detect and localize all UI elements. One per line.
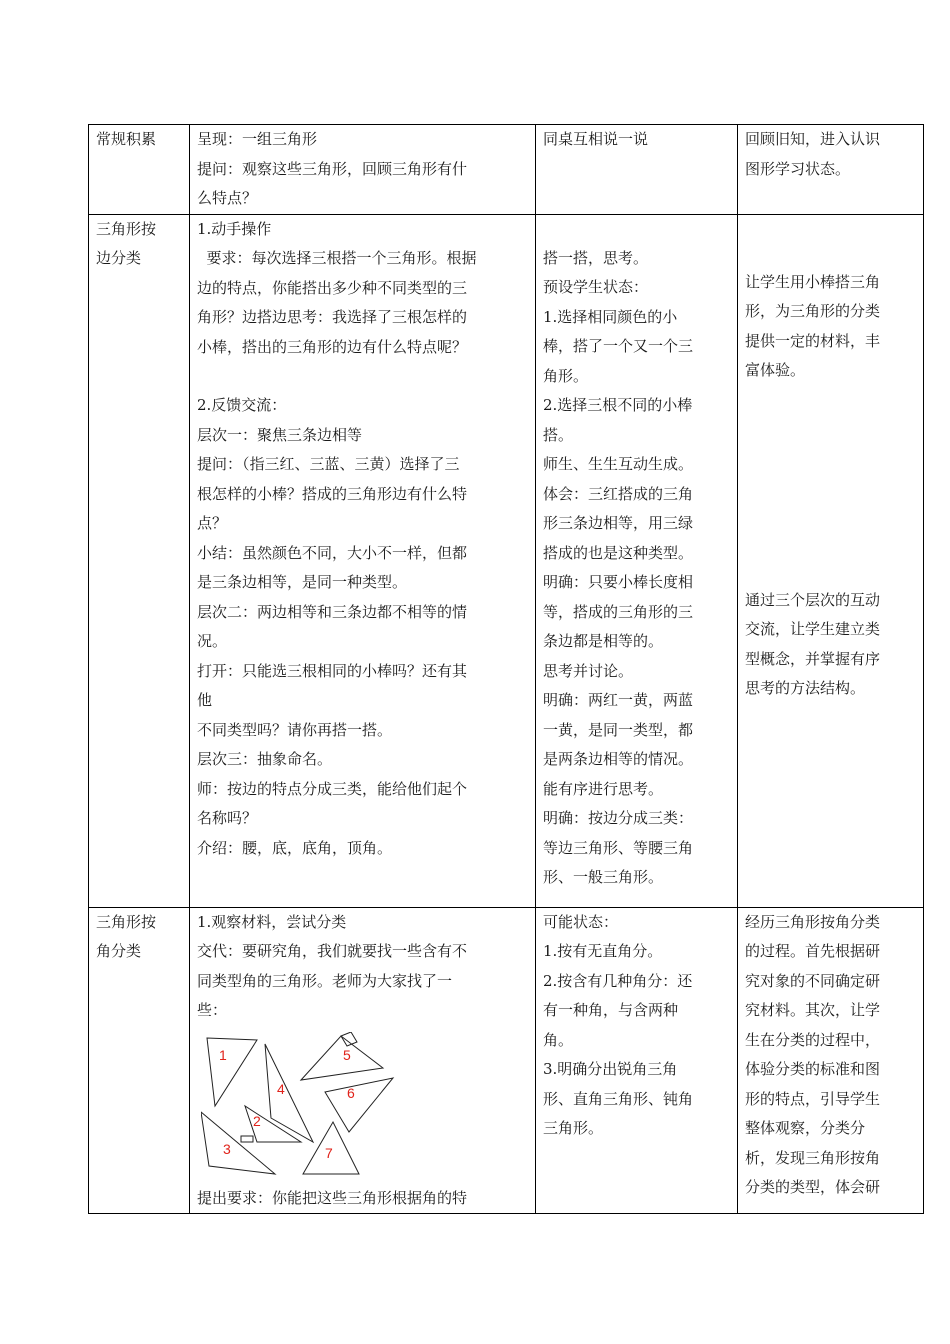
text-line: 角。: [543, 1030, 574, 1049]
lesson-plan-table: [88, 124, 924, 1214]
triangle-4: [265, 1044, 313, 1142]
text-line: 层次一：聚焦三条边相等: [197, 425, 363, 444]
text-line: 小棒，搭出的三角形的边有什么特点呢？: [197, 337, 468, 356]
text-line: 图形学习状态。: [745, 159, 851, 178]
row-label-cell: [89, 907, 190, 1214]
text-line: 点？: [197, 514, 228, 532]
text-line: 究材料。其次，让学: [745, 1001, 881, 1019]
row-label: 三角形按: [96, 912, 157, 931]
triangle-label: 2: [253, 1112, 261, 1129]
student-activity-cell: [536, 214, 738, 907]
text-line: 3.明确分出锐角三角: [543, 1060, 678, 1078]
text-line: 交流，让学生建立类: [745, 620, 881, 638]
text-line: 2.选择三根不同的小棒: [543, 396, 693, 414]
text-line: 介绍：腰，底，底角，顶角。: [197, 838, 393, 857]
text-line: 1.按有无直角分。: [543, 942, 663, 960]
text-line: 打开：只能选三根相同的小棒吗？还有其: [197, 661, 468, 680]
text-line: 2.按含有几种角分：还: [543, 971, 693, 990]
text-line: 可能状态：: [543, 912, 619, 931]
spacer: [745, 386, 916, 586]
text-line: 是三条边相等，是同一种类型。: [197, 573, 408, 591]
text-line: 提出要求：你能把这些三角形根据角的特: [197, 1188, 468, 1207]
row-label-cell: [89, 125, 190, 215]
triangle-label: 1: [219, 1046, 227, 1063]
text-line: 思考并讨论。: [543, 661, 634, 680]
text-line: 名称吗？: [197, 809, 258, 827]
text-line: 形三条边相等，用三绿: [543, 514, 694, 532]
text-line: 型概念，并掌握有序: [745, 649, 881, 668]
text-line: 形、一般三角形。: [543, 868, 664, 886]
teacher-activity-cell: [190, 907, 536, 1214]
triangle-label: 4: [277, 1080, 285, 1097]
text-line: 根怎样的小棒？搭成的三角形边有什么特: [197, 484, 468, 503]
triangle-6: [325, 1078, 393, 1132]
text-line: 明确：两红一黄，两蓝: [543, 691, 694, 709]
table-row: [89, 907, 924, 1214]
text-line: 提供一定的材料，丰: [745, 331, 881, 350]
text-line: 师：按边的特点分成三类，能给他们起个: [197, 779, 468, 798]
text-line: 边的特点，你能搭出多少种不同类型的三: [197, 278, 468, 297]
row-label: 常规积累: [96, 130, 157, 148]
text-line: 让学生用小棒搭三角: [745, 272, 881, 291]
row-label: 边分类: [96, 249, 142, 267]
text-line: 明确：按边分成三类：: [543, 809, 694, 827]
teacher-activity-cell: [190, 214, 536, 907]
text-line: 究对象的不同确定研: [745, 971, 881, 990]
text-line: 么特点？: [197, 189, 258, 207]
text-line: 条边都是相等的。: [543, 632, 664, 650]
text-line: 交代：要研究角，我们就要找一些含有不: [197, 942, 468, 960]
text-line: 通过三个层次的互动: [745, 590, 881, 609]
text-line: 形，为三角形的分类: [745, 302, 881, 320]
text-line: 层次二：两边相等和三条边都不相等的情: [197, 602, 468, 621]
text-line: 一黄，是同一类型，都: [543, 720, 694, 739]
spacer: [745, 215, 916, 268]
text-line: 层次三：抽象命名。: [197, 750, 333, 768]
text-line: 搭一搭，思考。: [543, 248, 649, 267]
triangle-label: 6: [347, 1084, 355, 1101]
design-intent-cell: [738, 125, 924, 215]
text-line: 小结：虽然颜色不同，大小不一样，但都: [197, 543, 468, 562]
text-line: 富体验。: [745, 361, 806, 379]
text-line: 回顾旧知，进入认识: [745, 130, 881, 148]
text-line: 呈现：一组三角形: [197, 130, 318, 148]
text-line: 不同类型吗？请你再搭一搭。: [197, 720, 393, 739]
text-line: 1.观察材料，尝试分类: [197, 912, 347, 931]
text-line: 的过程。首先根据研: [745, 942, 881, 960]
text-line: 提问：（指三红、三蓝、三黄）选择了三: [197, 455, 460, 473]
text-line: 师生、生生互动生成。: [543, 455, 694, 473]
table-row: [89, 125, 924, 215]
design-intent-cell: [738, 907, 924, 1214]
text-line: 体验分类的标准和图: [745, 1060, 881, 1078]
row-label-cell: [89, 214, 190, 907]
text-line: 1.动手操作: [197, 219, 272, 238]
text-line: 要求：每次选择三根搭一个三角形。根据: [197, 249, 477, 267]
text-line: 分类的类型，体会研: [745, 1178, 881, 1196]
table-row: [89, 214, 924, 907]
text-line: 明确：只要小棒长度相: [543, 573, 694, 591]
text-line: 经历三角形按角分类: [745, 912, 881, 931]
triangles-figure: [201, 1032, 411, 1180]
text-line: 同类型角的三角形。老师为大家找了一: [197, 971, 453, 990]
right-angle-mark: [241, 1136, 253, 1142]
text-line: 形的特点，引导学生: [745, 1089, 881, 1108]
text-line: 棒，搭了一个又一个三: [543, 337, 694, 355]
text-line: 些：: [197, 1001, 228, 1019]
right-angle-mark: [341, 1032, 357, 1046]
text-line: 预设学生状态：: [543, 278, 649, 296]
row-label: 角分类: [96, 942, 142, 960]
text-line: 搭成的也是这种类型。: [543, 543, 694, 562]
text-line: 同桌互相说一说: [543, 130, 649, 148]
text-line: 析，发现三角形按角: [745, 1148, 881, 1167]
teacher-activity-cell: [190, 125, 536, 215]
text-line: 等，搭成的三角形的三: [543, 602, 694, 621]
student-activity-cell: [536, 125, 738, 215]
text-line: 有一种角，与含两种: [543, 1001, 679, 1019]
text-line: 提问：观察这些三角形，回顾三角形有什: [197, 159, 468, 178]
text-line: 形、直角三角形、钝角: [543, 1089, 694, 1108]
text-line: 等边三角形、等腰三角: [543, 838, 694, 857]
text-line: 整体观察，分类分: [745, 1119, 866, 1137]
text-line: 1.选择相同颜色的小: [543, 307, 678, 326]
row-label: 三角形按: [96, 219, 157, 238]
text-line: 搭。: [543, 425, 574, 444]
text-line: 体会：三红搭成的三角: [543, 484, 694, 503]
student-activity-cell: [536, 907, 738, 1214]
text-line: 角形？边搭边思考：我选择了三根怎样的: [197, 308, 468, 326]
text-line: 能有序进行思考。: [543, 779, 664, 798]
triangle-1: [207, 1038, 257, 1106]
triangle-label: 5: [343, 1046, 351, 1063]
design-intent-cell: [738, 214, 924, 907]
text-line: 角形。: [543, 366, 589, 385]
triangle-3b: [201, 1112, 275, 1174]
text-line: 生在分类的过程中，: [745, 1030, 881, 1049]
triangle-5: [301, 1036, 383, 1080]
triangle-label: 7: [325, 1144, 333, 1161]
blank-line: [543, 215, 730, 244]
text-line: 思考的方法结构。: [745, 679, 866, 697]
text-line: 况。: [197, 632, 228, 650]
text-line: 三角形。: [543, 1119, 604, 1137]
text-line: 是两条边相等的情况。: [543, 750, 694, 768]
blank-line: [197, 362, 528, 391]
triangle-label: 3: [223, 1140, 231, 1157]
text-line: 他: [197, 691, 213, 709]
text-line: 2.反馈交流：: [197, 396, 287, 414]
triangles-svg: [201, 1032, 411, 1180]
